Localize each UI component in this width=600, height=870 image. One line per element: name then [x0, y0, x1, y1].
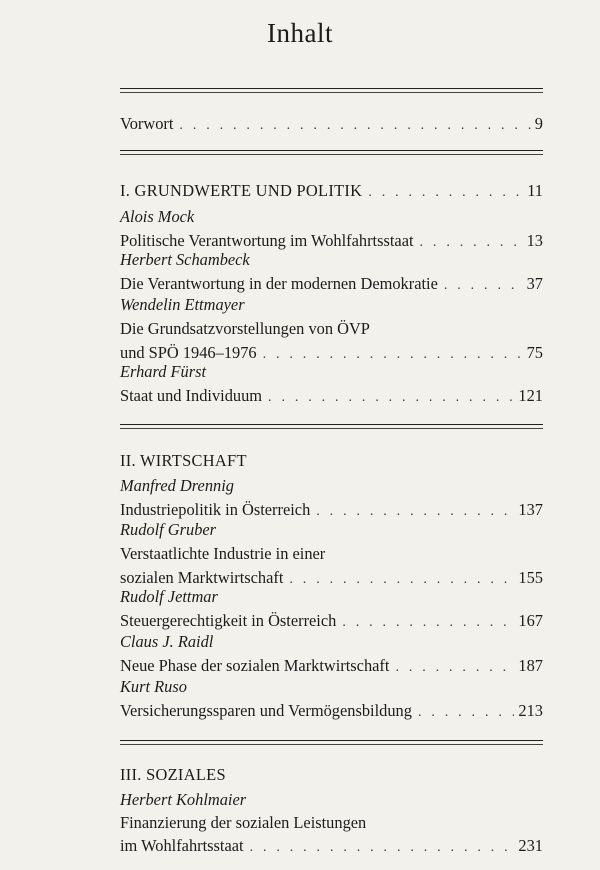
section-heading — [120, 765, 543, 785]
entry-title-cont: sozialen Marktwirtschaft — [120, 568, 284, 587]
author-name: Rudolf Gruber — [120, 520, 217, 539]
toc-entry — [120, 587, 543, 633]
toc-entry — [120, 790, 543, 858]
author-name: Rudolf Jettmar — [120, 587, 218, 606]
page-number: 213 — [518, 701, 543, 720]
author-name: Alois Mock — [120, 207, 195, 226]
toc-entry — [120, 520, 543, 590]
entry-title: Staat und Individuum — [120, 386, 263, 405]
toc-entry — [120, 677, 543, 723]
author-name: Kurt Ruso — [120, 677, 187, 696]
page-number: 75 — [526, 343, 543, 362]
author-name: Erhard Fürst — [120, 362, 207, 381]
entry-title: Steuergerechtigkeit in Österreich — [120, 611, 337, 630]
page-number: 9 — [534, 114, 543, 133]
page-number: 37 — [526, 274, 543, 293]
toc-entry — [120, 207, 543, 253]
toc-entry — [120, 476, 543, 522]
page-number: 137 — [518, 500, 543, 519]
author-name: Claus J. Raidl — [120, 632, 214, 651]
author-name: Wendelin Ettmayer — [120, 295, 245, 314]
entry-title: Verstaatlichte Industrie in einer — [120, 544, 326, 563]
toc-entry — [120, 295, 543, 365]
entry-title-cont: im Wohlfahrtsstaat — [120, 836, 244, 855]
entry-title: Vorwort — [120, 114, 174, 133]
page-number: 187 — [518, 656, 543, 675]
page-number: 13 — [526, 231, 543, 250]
page-number: 167 — [518, 611, 543, 630]
section-heading — [120, 181, 543, 203]
section-title: II. WIRTSCHAFT — [120, 451, 247, 470]
author-name: Herbert Kohlmaier — [120, 790, 247, 809]
entry-title: Neue Phase der sozialen Marktwirtschaft — [120, 656, 390, 675]
section-heading — [120, 451, 543, 471]
toc-entry — [120, 362, 543, 408]
page-number: 11 — [527, 181, 543, 200]
page-title: Inhalt — [267, 18, 333, 48]
entry-title: Finanzierung der sozialen Leistungen — [120, 813, 367, 832]
section-title: I. GRUNDWERTE UND POLITIK — [120, 181, 363, 200]
author-name: Manfred Drennig — [120, 476, 234, 495]
entry-title: Versicherungssparen und Vermögensbildung — [120, 701, 412, 720]
toc-entry — [120, 632, 543, 678]
page-number: 231 — [518, 836, 543, 855]
entry-title-cont: und SPÖ 1946–1976 — [120, 343, 257, 362]
entry-title: Die Grundsatzvorstellungen von ÖVP — [120, 319, 370, 338]
section-title: III. SOZIALES — [120, 765, 226, 784]
entry-title: Politische Verantwortung im Wohlfahrtsstaat — [120, 231, 414, 250]
toc-entry — [120, 250, 543, 296]
entry-title: Industriepolitik in Österreich — [120, 500, 311, 519]
author-name: Herbert Schambeck — [120, 250, 250, 269]
page-number: 121 — [518, 386, 543, 405]
entry-title: Die Verantwortung in der modernen Demokratie — [120, 274, 438, 293]
page-number: 155 — [518, 568, 543, 587]
toc-entry-vorwort — [120, 114, 543, 136]
